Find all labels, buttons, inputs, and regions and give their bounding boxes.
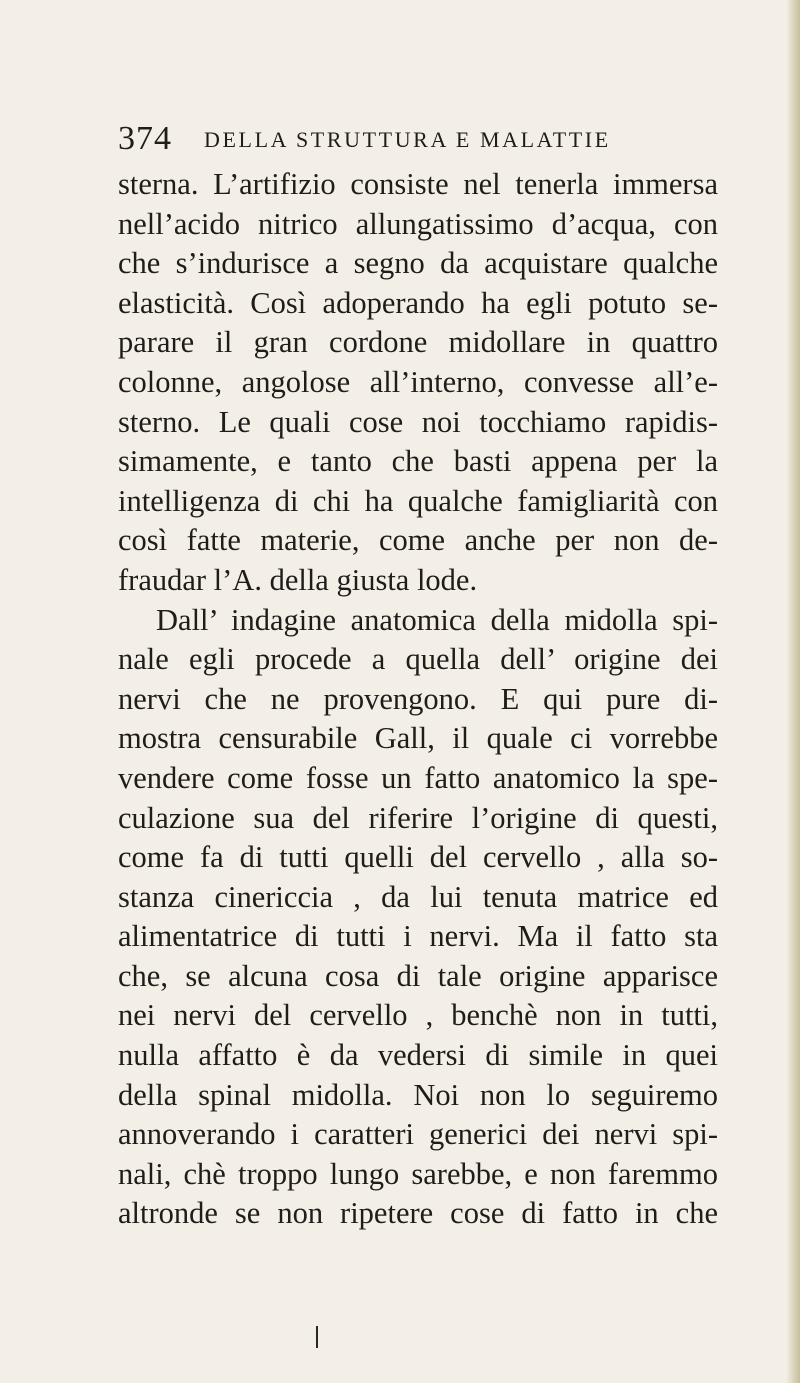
text-line: nei nervi del cervello , benchè non in tutti, [118,998,718,1033]
text-line: annoverando i caratteri generici dei nervi spi- [118,1117,718,1152]
text-line: nulla affatto è da vedersi di simile in quei [118,1038,718,1073]
text-line: stanza cinericcia , da lui tenuta matrice ed [118,879,718,914]
text-line: vendere come fosse un fatto anatomico la spe- [118,760,718,795]
text-line: colonne, angolose all’interno, convesse all’e- [118,364,718,399]
text-line: elasticità. Così adoperando ha egli potuto se- [118,285,718,320]
page-header [118,116,718,162]
paragraph-end-line: fraudar l’A. della giusta lode. [118,562,478,597]
text-line: nervi che ne provengono. E qui pure di- [118,681,718,716]
text-line: nale egli procede a quella dell’ origine dei [118,642,718,677]
text-line: che s’indurisce a segno da acquistare qualche [118,246,718,281]
body-text [118,165,718,1234]
text-line: che, se alcuna cosa di tale origine apparisce [118,958,718,993]
page-number: 374 [118,120,172,157]
page-edge-shadow [786,0,800,1383]
stray-ink-mark [316,1326,318,1348]
text-line: così fatte materie, come anche per non de- [118,523,718,558]
text-line: sterno. Le quali cose noi tocchiamo rapidis- [118,404,718,439]
text-line: della spinal midolla. Noi non lo seguiremo [118,1077,718,1112]
text-line: simamente, e tanto che basti appena per la [118,444,718,479]
text-line: nell’acido nitrico allungatissimo d’acqua, con [118,206,718,241]
text-line: intelligenza di chi ha qualche famigliarità con [118,483,718,518]
text-line: altronde se non ripetere cose di fatto in che [118,1196,718,1231]
running-title: DELLA STRUTTURA E MALATTIE [204,127,611,152]
text-line: culazione sua del riferire l’origine di questi, [118,800,718,835]
paragraph-start-line: Dall’ indagine anatomica della midolla spi- [156,602,718,637]
text-line: alimentatrice di tutti i nervi. Ma il fatto sta [118,919,718,954]
text-line: mostra censurabile Gall, il quale ci vorrebbe [118,721,718,756]
text-line: sterna. L’artifizio consiste nel tenerla immersa [118,167,718,201]
text-line: come fa di tutti quelli del cervello , alla so- [118,840,718,875]
text-line: parare il gran cordone midollare in quattro [118,325,718,360]
text-line: nali, chè troppo lungo sarebbe, e non faremmo [118,1156,718,1191]
